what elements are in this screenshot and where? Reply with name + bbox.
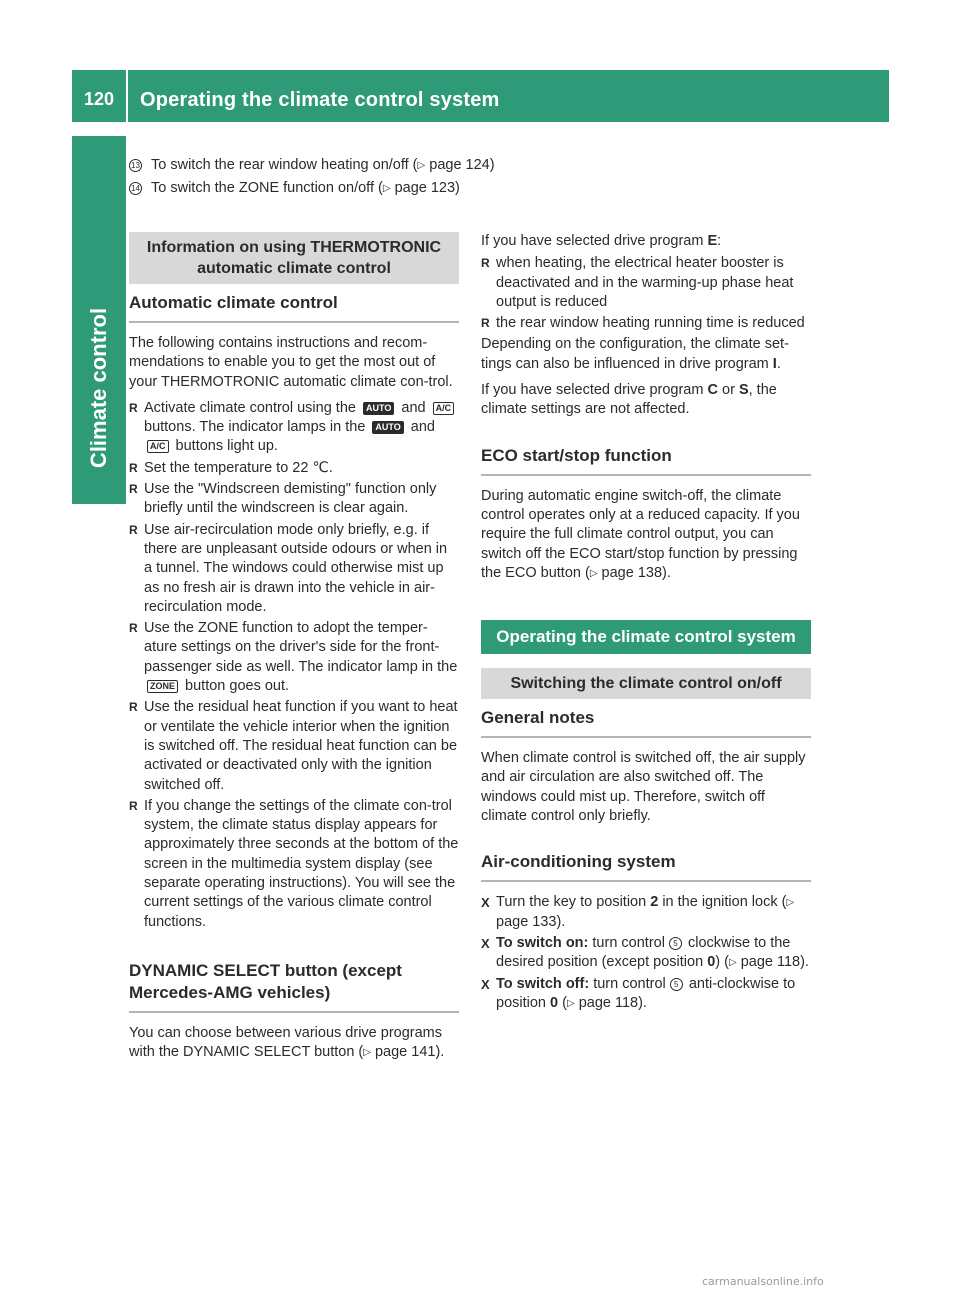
air-conditioning-heading: Air-conditioning system bbox=[481, 843, 811, 882]
auto-heading: Automatic climate control bbox=[129, 284, 459, 323]
bullet-item: R If you change the settings of the climate con-trol system, the climate status display appears for approximately three seconds at the bottom of the screen in the multimedia system display (see separate operating instructions). You will see the current settings of the various climate control functions. bbox=[129, 797, 459, 932]
side-tab-mask bbox=[72, 540, 126, 1066]
bullet-item: R the rear window heating running time is reduced bbox=[481, 314, 811, 333]
right-column bbox=[481, 232, 811, 1015]
bullet-item: R Use the residual heat function if you want to heat or ventilate the vehicle interior when the ignition is switched off. The residual heat function can be activated or deactivated only with the ignition switched off. bbox=[129, 698, 459, 794]
section-heading: Operating the climate control system bbox=[481, 620, 811, 654]
action-item: X Turn the key to position 2 in the ignition lock (▷ page 133). bbox=[481, 893, 811, 932]
page-reference[interactable]: page 123) bbox=[394, 180, 460, 196]
bullet-item: R Set the temperature to 22 ℃. bbox=[129, 459, 459, 478]
triangle-right-icon: ▷ bbox=[382, 183, 391, 194]
bullet-item: R when heating, the electrical heater booster is deactivated and in the warming-up phase heat output is reduced bbox=[481, 254, 811, 312]
triangle-right-icon: ▷ bbox=[589, 567, 598, 579]
legend-item-14: 14 To switch the ZONE function on/off (▷ page 123) bbox=[129, 179, 460, 198]
side-tab-marker bbox=[72, 504, 126, 540]
eco-text: During automatic engine switch-off, the climate control operates only at a reduced capacity. If you require the full climate control output, you can switch off the ECO start/stop function by pressing the ECO button (▷ page 138). bbox=[481, 487, 800, 581]
page-reference[interactable]: page 118). bbox=[740, 954, 809, 971]
bullet-item: R Use air-recirculation mode only briefly, e.g. if there are unpleasant outside odours or when in a tunnel. The windows could otherwise mist up as no fresh air is drawn into the vehicle in air-recirculation mode. bbox=[129, 521, 459, 617]
dynamic-select-heading: DYNAMIC SELECT button (except Mercedes-AMG vehicles) bbox=[129, 952, 459, 1013]
watermark: carmanualsonline.info bbox=[702, 1275, 824, 1288]
switch-heading: Switching the climate control on/off bbox=[481, 668, 811, 699]
triangle-right-icon: ▷ bbox=[786, 897, 795, 909]
bullet-item: R Activate climate control using the AUTO and A/C buttons. The indicator lamps in the AUTO and A/C buttons light up. bbox=[129, 399, 459, 457]
page-reference[interactable]: page 118). bbox=[578, 994, 647, 1011]
action-item: X To switch off: turn control 5 anti-clockwise to position 0 (▷ page 118). bbox=[481, 975, 811, 1014]
triangle-right-icon: ▷ bbox=[728, 957, 737, 969]
header-divider bbox=[126, 70, 128, 122]
bullet-item: R Use the "Windscreen demisting" function only briefly until the windscreen is clear again. bbox=[129, 480, 459, 519]
number-circle-icon: 13 bbox=[129, 159, 142, 172]
drive-program-e-intro: If you have selected drive program E: bbox=[481, 233, 722, 249]
page-reference[interactable]: page 133). bbox=[496, 913, 566, 930]
info-heading: Information on using THERMOTRONIC automatic climate control bbox=[129, 232, 459, 284]
page-reference[interactable]: page 138). bbox=[601, 564, 671, 581]
eco-heading: ECO start/stop function bbox=[481, 437, 811, 476]
general-notes-text: When climate control is switched off, the air supply and air circulation are also switched off. The windows could mist up. Therefore, switch off climate control only briefly. bbox=[481, 750, 806, 825]
page-reference[interactable]: page 124) bbox=[429, 157, 495, 173]
action-item: X To switch on: turn control 5 clockwise to the desired position (except position 0) (▷ page 118). bbox=[481, 934, 811, 973]
dynamic-select-text: You can choose between various drive programs with the DYNAMIC SELECT button (▷ page 141). bbox=[129, 1024, 445, 1061]
bullet-item: R Use the ZONE function to adopt the temper-ature settings on the driver's side for the front-passenger side as well. The indicator lamp in the ZONE button goes out. bbox=[129, 619, 459, 696]
ac-button-icon: A/C bbox=[147, 440, 169, 453]
triangle-right-icon: ▷ bbox=[566, 997, 575, 1009]
intro-text: The following contains instructions and recom-mendations to enable you to get the most out of your THERMOTRONIC automatic climate con-trol. bbox=[129, 335, 453, 390]
page-reference[interactable]: page 141). bbox=[374, 1044, 445, 1061]
page-number: 120 bbox=[83, 89, 115, 109]
zone-button-icon: ZONE bbox=[147, 680, 178, 693]
auto-button-icon: AUTO bbox=[363, 402, 394, 415]
side-tab-label: Climate control bbox=[86, 307, 111, 469]
number-circle-icon: 5 bbox=[669, 937, 682, 950]
auto-button-icon: AUTO bbox=[372, 421, 403, 434]
triangle-right-icon: ▷ bbox=[363, 1047, 371, 1059]
left-column bbox=[129, 232, 459, 1070]
number-circle-icon: 5 bbox=[670, 978, 683, 991]
number-circle-icon: 14 bbox=[129, 182, 142, 195]
drive-program-cs-text: If you have selected drive program C or S, the climate settings are not affected. bbox=[481, 382, 777, 418]
general-notes-heading: General notes bbox=[481, 699, 811, 738]
config-text: Depending on the configuration, the climate set-tings can also be influenced in drive program I. bbox=[481, 336, 789, 372]
triangle-right-icon: ▷ bbox=[417, 160, 426, 171]
legend-item-13: 13 To switch the rear window heating on/off (▷ page 124) bbox=[129, 156, 495, 175]
page-title: Operating the climate control system bbox=[140, 89, 500, 111]
ac-button-icon: A/C bbox=[433, 402, 455, 415]
